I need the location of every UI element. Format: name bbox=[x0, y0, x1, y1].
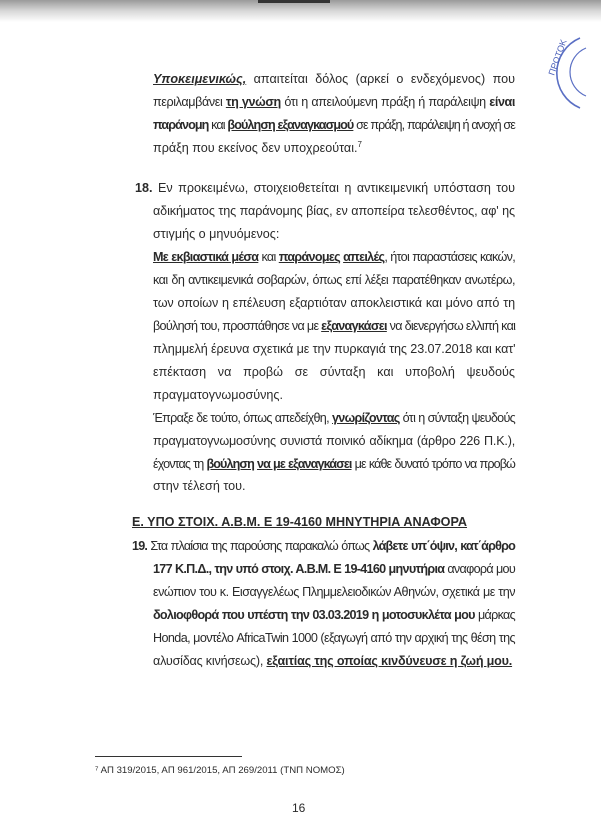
text-line bbox=[153, 226, 279, 242]
text-segment: πραγματογνωμοσύνης. bbox=[153, 388, 283, 402]
text-segment: στιγμής ο μηνυόμενος: bbox=[153, 227, 280, 241]
text-line bbox=[132, 514, 467, 530]
text-segment: Στα πλαίσια της παρούσης παρακαλώ όπως bbox=[147, 539, 373, 553]
page-number: 16 bbox=[292, 801, 306, 815]
text-segment: και bbox=[258, 250, 279, 264]
text-segment: γνωρίζοντας bbox=[332, 411, 400, 425]
text-line bbox=[132, 538, 515, 554]
text-line bbox=[153, 71, 515, 87]
text-line bbox=[153, 341, 515, 357]
text-line bbox=[153, 318, 515, 334]
footnote-ref: 7 bbox=[357, 140, 362, 149]
text-segment: πραγματογνωμοσύνης συνιστά ποινικό αδίκημα (άρθρο 226 Π.Κ.), bbox=[153, 434, 515, 448]
text-segment: των οποίων η επέλευση εξαρτιόταν αποκλειστικά και μόνο από τη bbox=[153, 296, 515, 310]
text-line bbox=[153, 561, 515, 577]
text-segment: και δη αντικειμενικά σοβαρών, όπως επί λέξει παρατέθηκαν ανωτέρω, bbox=[153, 273, 515, 287]
svg-text:ΠΡΩΤΟΚ: ΠΡΩΤΟΚ bbox=[546, 37, 569, 77]
text-line bbox=[153, 117, 515, 133]
text-line bbox=[153, 630, 515, 646]
text-segment: παράνομες bbox=[278, 250, 340, 264]
text-line bbox=[153, 653, 512, 669]
text-segment: να με εξαναγκάσει bbox=[257, 457, 352, 471]
text-segment: με κάθε δυνατό τρόπο να προβώ bbox=[351, 457, 515, 471]
text-segment: εξαιτίας της οποίας κινδύνευσε η ζωή μου. bbox=[266, 654, 513, 668]
text-segment: ότι η απειλούμενη πράξη ή παράλειψη bbox=[280, 95, 490, 109]
text-segment: σε πράξη, παράλειψη ή ανοχή σε bbox=[353, 118, 515, 132]
text-segment: να διενεργήσω ελλιπή και bbox=[386, 319, 516, 333]
text-segment: βούλησή του, προσπάθησε να με bbox=[153, 319, 322, 333]
text-segment: απαιτείται δόλος (αρκεί ο ενδεχόμενος) που bbox=[246, 72, 515, 86]
footnote-separator bbox=[95, 756, 242, 757]
text-line bbox=[153, 140, 362, 156]
text-line bbox=[153, 203, 515, 219]
text-line bbox=[153, 249, 515, 265]
text-line bbox=[153, 364, 515, 380]
text-line bbox=[153, 478, 246, 494]
text-segment: είναι bbox=[489, 95, 515, 109]
text-line bbox=[153, 387, 283, 403]
text-segment: Εν προκειμένω, στοιχειοθετείται η αντικειμενική υπόσταση του bbox=[152, 181, 515, 195]
text-segment: λάβετε υπ΄όψιν, κατ΄άρθρο bbox=[372, 539, 516, 553]
text-segment: 19. bbox=[132, 539, 148, 553]
text-segment: εξαναγκάσει bbox=[321, 319, 387, 333]
text-segment: απειλές bbox=[343, 250, 385, 264]
text-line bbox=[153, 433, 515, 449]
text-segment: περιλαμβάνει bbox=[153, 95, 226, 109]
text-segment: και bbox=[208, 118, 228, 132]
text-segment: μάρκας bbox=[474, 608, 515, 622]
text-segment: στην τέλεσή του. bbox=[153, 479, 246, 493]
previous-page-edge bbox=[258, 0, 330, 3]
text-segment: Με εκβιαστικά μέσα bbox=[153, 250, 259, 264]
text-segment: τη γνώση bbox=[225, 95, 281, 109]
viewer-top-shadow bbox=[0, 0, 601, 22]
text-segment: αδικήματος της παράνομης βίας, εν αποπείρα τελεσθέντος, αφ' ης bbox=[153, 204, 515, 218]
text-segment: ενώπιον του κ. Εισαγγελέως Πλημμελειοδικών Αθηνών, σχετικά με την bbox=[153, 585, 515, 599]
text-segment: δολιοφθορά που υπέστη την 03.03.2019 η μοτοσυκλέτα μου bbox=[153, 608, 475, 622]
text-segment: 18. bbox=[135, 181, 153, 195]
text-segment: 177 Κ.Π.Δ., την υπό στοιχ. Α.Β.Μ. Ε 19-4160 μηνυτήρια bbox=[153, 562, 445, 576]
text-line bbox=[153, 607, 515, 623]
text-segment: αλυσίδας κινήσεως), bbox=[153, 654, 267, 668]
text-segment: πράξη που εκείνος δεν υποχρεούται. bbox=[153, 141, 358, 155]
text-line bbox=[153, 295, 515, 311]
text-line bbox=[153, 584, 515, 600]
text-line bbox=[153, 456, 515, 472]
text-segment: παράνομη bbox=[153, 118, 209, 132]
text-segment: Υποκειμενικώς, bbox=[153, 72, 247, 86]
footnote-7: ⁷ ΑΠ 319/2015, ΑΠ 961/2015, ΑΠ 269/2011 (ΤΝΠ ΝΟΜΟΣ) bbox=[95, 765, 345, 776]
text-line bbox=[153, 410, 515, 426]
text-segment: Ε. ΥΠΟ ΣΤΟΙΧ. Α.Β.Μ. Ε 19-4160 ΜΗΝΥΤΗΡΙΑ ΑΝΑΦΟΡΑ bbox=[132, 515, 468, 529]
text-segment: έχοντας τη bbox=[153, 457, 207, 471]
text-segment: βούληση bbox=[206, 457, 254, 471]
text-line bbox=[153, 94, 515, 110]
text-segment: πλημμελή έρευνα σχετικά με την πυρκαγιά της 23.07.2018 και κατ' bbox=[153, 342, 516, 356]
text-segment: αναφορά μου bbox=[444, 562, 515, 576]
text-segment: Honda, μοντέλο AfricaTwin 1000 (εξαγωγή από την αρχική της θέση της bbox=[153, 631, 515, 645]
protocol-stamp bbox=[540, 30, 600, 115]
text-segment: βούληση εξαναγκασμού bbox=[227, 118, 354, 132]
text-segment: επέκταση να προβώ σε σύνταξη και υποβολή ψευδούς bbox=[153, 365, 515, 379]
text-line bbox=[135, 180, 515, 196]
text-segment: ότι η σύνταξη ψευδούς bbox=[399, 411, 516, 425]
text-segment: , ήτοι παραστάσεις κακών, bbox=[384, 250, 515, 264]
text-segment: Έπραξε δε τούτο, όπως απεδείχθη, bbox=[153, 411, 332, 425]
text-line bbox=[153, 272, 515, 288]
